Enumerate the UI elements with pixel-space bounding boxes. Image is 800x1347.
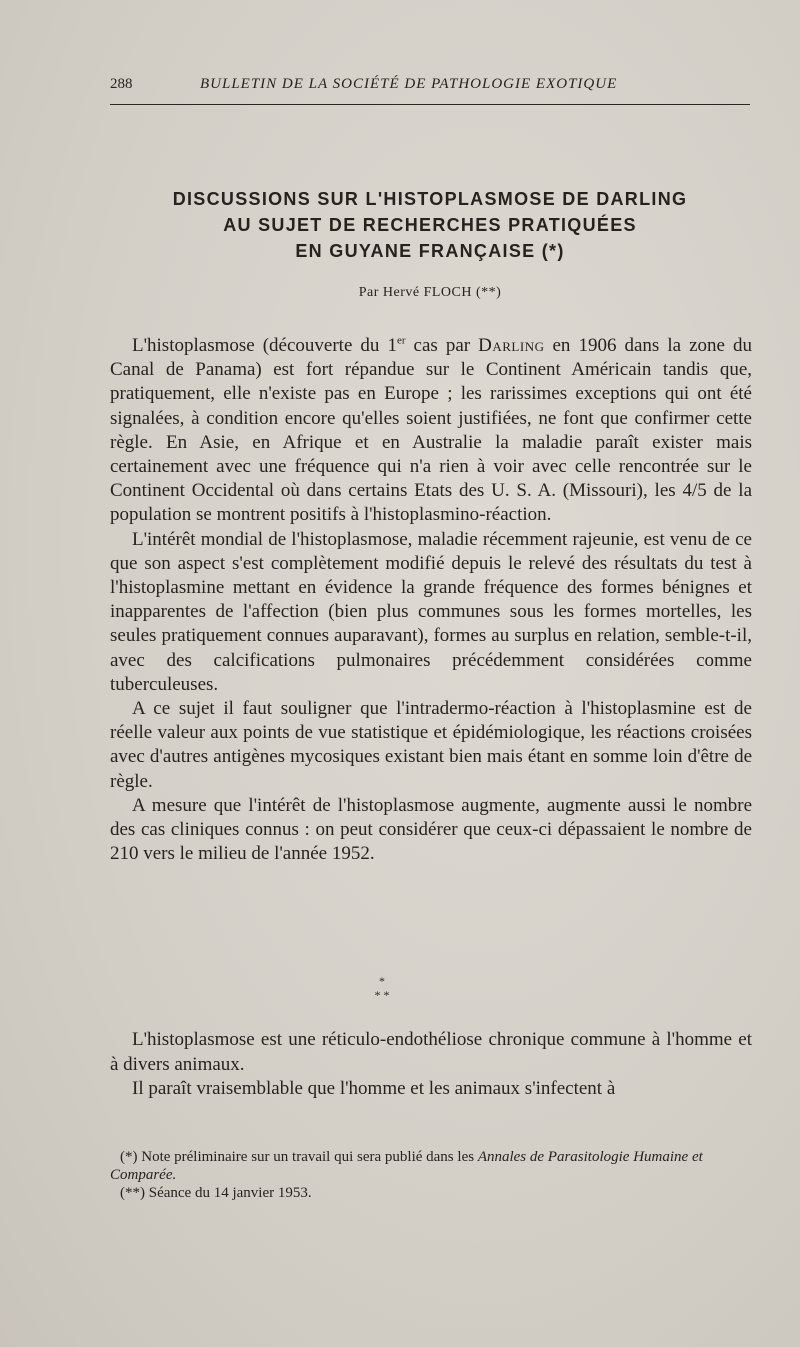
title-line-3: EN GUYANE FRANÇAISE (*) xyxy=(295,241,565,261)
paragraph-2: L'intérêt mondial de l'histoplasmose, maladie récemment rajeunie, est venu de ce que son aspect s'est complètement modifié depuis le relevé des résultats du test à l'histoplasmine mettant en évidence la grande fréquence des formes bénignes et inapparentes de l'affection (bien plus communes sous les formes mortelles, les seules pratiquement connues auparavant), formes au surplus en relation, semble-t-il, avec des calcifications pulmonaires précédemment considérées comme tuberculeuses. xyxy=(110,528,752,695)
page-number: 288 xyxy=(110,76,133,92)
asterism-bottom: * * xyxy=(374,988,390,1002)
footnote-1-text: (*) Note préliminaire sur un travail qui sera publié dans les xyxy=(120,1149,478,1165)
author-name-darling: Darling xyxy=(478,335,545,356)
title-line-1: DISCUSSIONS SUR L'HISTOPLASMOSE DE DARLING xyxy=(172,189,688,209)
footnote-1 xyxy=(110,1148,752,1184)
author-byline: Par Hervé FLOCH (**) xyxy=(358,285,502,300)
article-title xyxy=(110,186,750,264)
paragraph-1-end: en 1906 dans la zone du Canal de Panama) est fort répandue sur le Continent Américain tandis que, pratiquement, elle n'existe pas en Europe ; les rarissimes exceptions qui ont été signalées, à condition encore qu'elles soient justifiées, ne font que confirmer cette règle. En Asie, en Afrique et en Australie la maladie paraît exister mais certainement avec une fréquence qui n'a rien à voir avec celle rencontrée sur le Continent Occidental où dans certains Etats des U. S. A. (Missouri), les 4/5 de la population se montrent positifs à l'histoplasmino-réaction. xyxy=(110,335,753,526)
header-rule xyxy=(110,104,750,105)
ordinal-number: 1 xyxy=(387,335,397,356)
paragraph-6: Il paraît vraisemblable que l'homme et les animaux s'infectent à xyxy=(132,1078,616,1099)
footnote-2: (**) Séance du 14 janvier 1953. xyxy=(120,1185,312,1201)
article-body xyxy=(110,334,752,866)
footnote-1-journal: Annales de Parasitologie Humaine et Comparée. xyxy=(110,1149,703,1183)
paragraph-1-mid: cas par xyxy=(405,335,479,356)
ordinal-superscript: er xyxy=(396,334,406,347)
paragraph-4: A mesure que l'intérêt de l'histoplasmose augmente, augmente aussi le nombre des cas cliniques connus : on peut considérer que ceux-ci dépassaient le nombre de 210 vers le milieu de l'année 1952. xyxy=(110,794,752,865)
title-line-2: AU SUJET DE RECHERCHES PRATIQUÉES xyxy=(223,215,637,235)
paragraph-1 xyxy=(110,334,752,528)
paragraph-1-start: L'histoplasmose (découverte du xyxy=(132,335,388,356)
paragraph-3: A ce sujet il faut souligner que l'intradermo-réaction à l'histoplasmine est de réelle valeur aux points de vue statistique et épidémiologique, les réactions croisées avec d'autres antigènes mycosiques existant bien mais étant en somme loin d'être de règle. xyxy=(110,698,752,792)
running-head xyxy=(110,72,750,102)
paragraph-5: L'histoplasmose est une réticulo-endothéliose chronique commune à l'homme et à divers animaux. xyxy=(110,1029,752,1075)
asterism-top: * xyxy=(379,974,385,988)
article-body-continued xyxy=(110,1028,752,1102)
journal-title: BULLETIN DE LA SOCIÉTÉ DE PATHOLOGIE EXOTIQUE xyxy=(200,76,618,92)
footnotes xyxy=(110,1148,752,1202)
section-asterism xyxy=(352,974,412,1002)
